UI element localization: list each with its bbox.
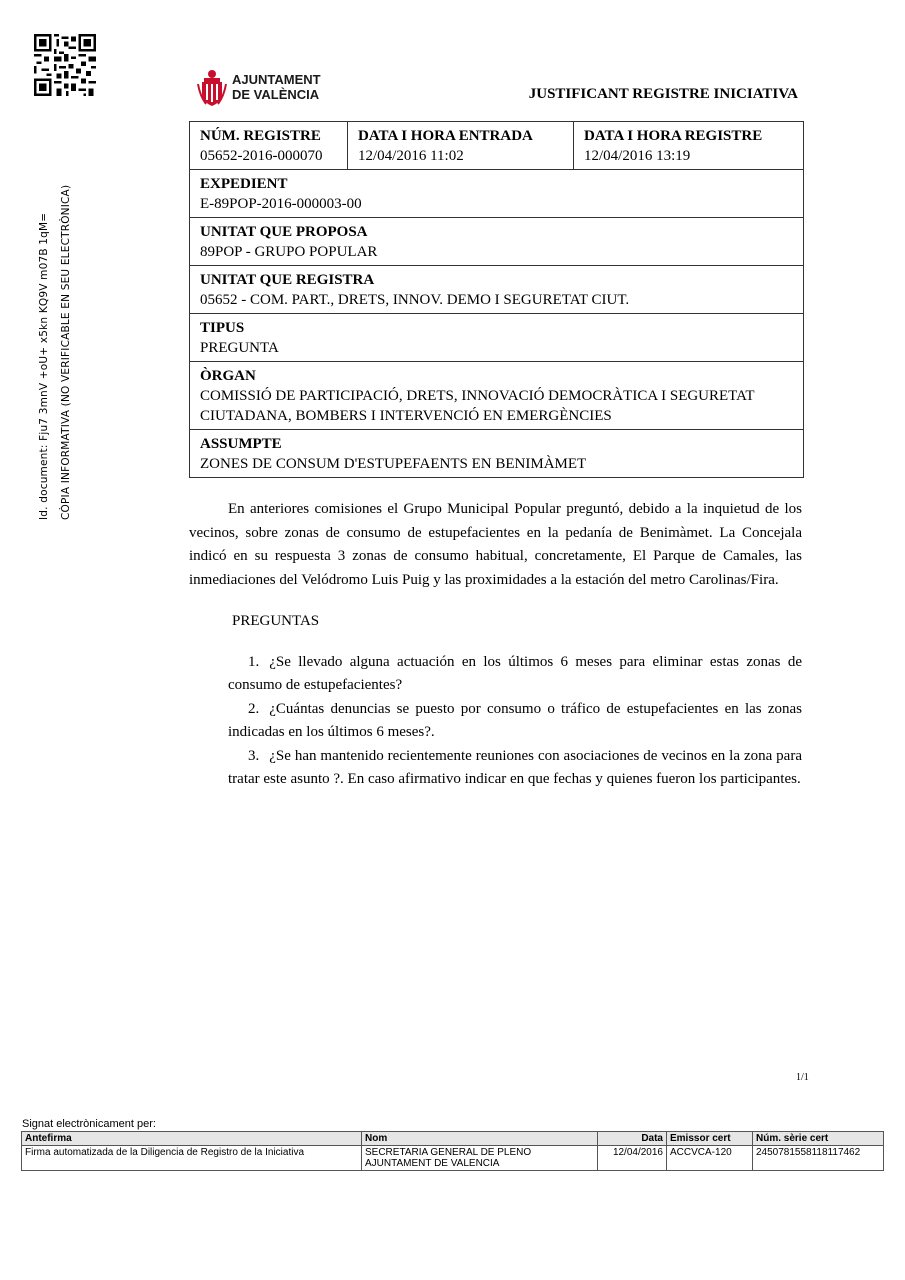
emissor-value: ACCVCA-120: [667, 1146, 753, 1171]
question-text: ¿Se han mantenido recientemente reuniones con asociaciones de vecinos en la zona para tratar este asunto ?. En caso afirmativo indicar en que fechas y quienes fueron los participantes.: [228, 747, 802, 787]
data-header: Data: [598, 1132, 667, 1146]
preguntas-heading: PREGUNTAS: [232, 613, 320, 629]
cell-expedient: [190, 170, 804, 218]
serie-value: 2450781558118117462: [753, 1146, 884, 1171]
side-document-id: Id. document: Fju7 3mnV +oU+ x5kn KQ9V m07B 1qM=: [38, 212, 50, 520]
emissor-header: Emissor cert: [667, 1132, 753, 1146]
registry-row-organ: [190, 362, 804, 430]
registry-row-expedient: [190, 170, 804, 218]
cell-num-registre: [190, 122, 348, 170]
cell-proposa: [190, 218, 804, 266]
question-number: 1.: [248, 653, 260, 670]
data-value: 12/04/2016: [598, 1146, 667, 1171]
cell-tipus: [190, 314, 804, 362]
intro-paragraph: En anteriores comisiones el Grupo Municipal Popular preguntó, debido a la inquietud de los vecinos, sobre zonas de consumo de estupefacientes en la pedanía de Benimàmet. La Concejala indicó en su respuesta 3 zonas de consumo habitual, concretamente, El Parque de Camales, las inmediaciones del Velódromo Luis Puig y las proximidades a la estación del metro Carolinas/Fira.: [189, 501, 802, 588]
question-text: ¿Se llevado alguna actuación en los últimos 6 meses para eliminar estas zonas de consumo de estupefacientes?: [228, 653, 802, 693]
registry-row-registra: [190, 266, 804, 314]
tipus-value: PREGUNTA: [200, 340, 279, 356]
nom-value: [362, 1146, 598, 1171]
registra-value: 05652 - COM. PART., DRETS, INNOV. DEMO I SEGURETAT CIUT.: [200, 292, 630, 308]
registry-row-proposa: [190, 218, 804, 266]
antefirma-value: Firma automatizada de la Diligencia de Registro de la Iniciativa: [22, 1146, 362, 1171]
data-entrada-label: DATA I HORA ENTRADA: [358, 128, 533, 144]
page-number: 1/1: [796, 1072, 809, 1083]
question-number: 2.: [248, 700, 260, 717]
assumpte-value: ZONES DE CONSUM D'ESTUPEFAENTS EN BENIMÀMET: [200, 456, 587, 472]
registry-row-assumpte: [190, 430, 804, 478]
proposa-value: 89POP - GRUPO POPULAR: [200, 244, 378, 260]
signature-table: [21, 1131, 884, 1171]
cell-organ: [190, 362, 804, 430]
nom-header: Nom: [362, 1132, 598, 1146]
cell-data-entrada: [348, 122, 574, 170]
question-item: [228, 651, 802, 698]
question-number: 3.: [248, 747, 260, 764]
registry-row-header: [190, 122, 804, 170]
registra-label: UNITAT QUE REGISTRA: [200, 272, 375, 288]
document-body: [189, 498, 802, 792]
cell-assumpte: [190, 430, 804, 478]
signature-header-row: [22, 1132, 884, 1146]
nom-line-1: SECRETARIA GENERAL DE PLENO: [365, 1147, 532, 1158]
expedient-value: E-89POP-2016-000003-00: [200, 196, 362, 212]
qr-code-icon: [34, 34, 96, 96]
question-item: [228, 698, 802, 745]
registry-table: [189, 121, 804, 478]
data-entrada-value: 12/04/2016 11:02: [358, 148, 464, 164]
signature-label: Signat electrònicament per:: [22, 1118, 156, 1130]
num-registre-label: NÚM. REGISTRE: [200, 128, 321, 144]
data-registre-label: DATA I HORA REGISTRE: [584, 128, 763, 144]
antefirma-header: Antefirma: [22, 1132, 362, 1146]
cell-registra: [190, 266, 804, 314]
proposa-label: UNITAT QUE PROPOSA: [200, 224, 368, 240]
data-registre-value: 12/04/2016 13:19: [584, 148, 691, 164]
question-item: [228, 745, 802, 792]
cell-data-registre: [574, 122, 804, 170]
organ-value: COMISSIÓ DE PARTICIPACIÓ, DRETS, INNOVACIÓ DEMOCRÀTICA I SEGURETAT CIUTADANA, BOMBERS I INTERVENCIÓ EN EMERGÈNCIES: [200, 388, 755, 424]
logo-line-1: AJUNTAMENT: [232, 72, 321, 87]
side-copy-notice: CÒPIA INFORMATIVA (NO VERIFICABLE EN SEU ELECTRÒNICA): [60, 184, 72, 520]
signature-row: [22, 1146, 884, 1171]
num-registre-value: 05652-2016-000070: [200, 148, 323, 164]
city-crest-icon: [196, 68, 228, 108]
assumpte-label: ASSUMPTE: [200, 436, 282, 452]
document-title: JUSTIFICANT REGISTRE INICIATIVA: [528, 86, 798, 102]
organ-label: ÒRGAN: [200, 368, 256, 384]
tipus-label: TIPUS: [200, 320, 245, 336]
serie-header: Núm. sèrie cert: [753, 1132, 884, 1146]
question-text: ¿Cuántas denuncias se puesto por consumo o tráfico de estupefacientes en las zonas indicadas en los últimos 6 meses?.: [228, 700, 802, 740]
expedient-label: EXPEDIENT: [200, 176, 288, 192]
registry-row-tipus: [190, 314, 804, 362]
nom-line-2: AJUNTAMENT DE VALENCIA: [365, 1158, 500, 1169]
logo-line-2: DE VALÈNCIA: [232, 87, 320, 102]
ajuntament-logo: [196, 68, 336, 108]
